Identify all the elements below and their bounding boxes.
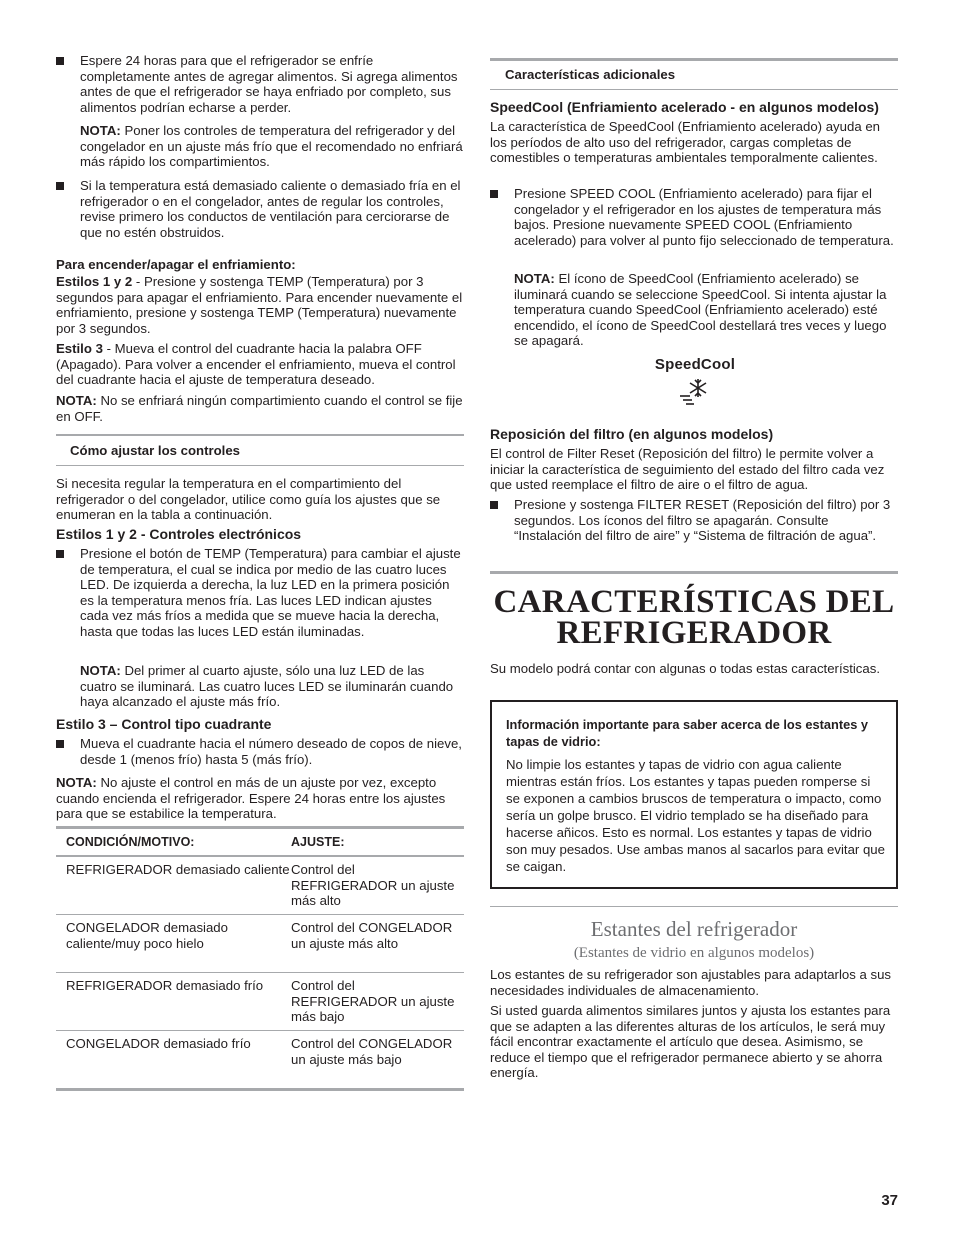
table-cell: REFRIGERADOR demasiado frío xyxy=(56,973,291,1031)
bullet-text: Si la temperatura está demasiado caliente o demasiado fría en el refrigerador o en el congelador, antes de regular los controles, revise primero los conductos de ventilación para cerciorarse de que no estén obstruidos. xyxy=(80,178,461,240)
label: Estilo 3 xyxy=(56,341,103,356)
table-row xyxy=(56,856,464,915)
section-rule xyxy=(490,906,898,907)
table-cell: REFRIGERADOR demasiado caliente xyxy=(56,856,291,915)
bullet-text: Mueva el cuadrante hacia el número deseado de copos de nieve, desde 1 (menos frío) hasta 5 (más frío). xyxy=(80,736,462,767)
section-rule xyxy=(56,434,464,436)
table-cell: CONGELADOR demasiado caliente/muy poco hielo xyxy=(56,915,291,973)
section-title-extra: Características adicionales xyxy=(505,67,676,82)
note-label: NOTA: xyxy=(56,393,97,408)
heading-onoff: Para encender/apagar el enfriamiento: xyxy=(56,257,296,272)
paragraph: Los estantes de su refrigerador son ajustables para adaptarlos a sus necesidades individuales de almacenamiento. xyxy=(490,967,891,998)
heading-styles12: Estilos 1 y 2 - Controles electrónicos xyxy=(56,526,302,542)
paragraph xyxy=(56,274,464,336)
note xyxy=(514,271,898,349)
table-cell: CONGELADOR demasiado frío xyxy=(56,1031,291,1090)
heading-style3: Estilo 3 – Control tipo cuadrante xyxy=(56,716,272,732)
table-cell: Control del REFRIGERADOR un ajuste más bajo xyxy=(291,973,464,1031)
text: - Presione y sostenga TEMP (Temperatura) por 3 segundos para apagar el enfriamiento. Para encender nuevamente el enfriamiento, presione y sostenga TEMP (Temperatura) nuevamente por 3 segundos. xyxy=(56,274,463,336)
note xyxy=(80,123,464,170)
bullet-item xyxy=(490,497,898,544)
note xyxy=(56,393,464,424)
note xyxy=(56,775,464,822)
speedcool-label: SpeedCool xyxy=(654,356,736,373)
settings-table xyxy=(56,826,464,1091)
warning-title: Información importante para saber acerca de los estantes y tapas de vidrio: xyxy=(506,717,869,749)
note-text: No ajuste el control en más de un ajuste por vez, excepto cuando encienda el refrigerador. Espere 24 horas entre los ajustes para que se estabilice la temperatura. xyxy=(56,775,446,822)
text: - Mueva el control del cuadrante hacia la palabra OFF (Apagado). Para volver a encender el enfriamiento, mueva el control del cuadrante hacia el ajuste de temperatura deseado. xyxy=(56,341,456,388)
heading-filter: Reposición del filtro (en algunos modelos) xyxy=(490,426,774,442)
table-header-cell: AJUSTE: xyxy=(291,828,464,857)
bullet-text: Presione y sostenga FILTER RESET (Reposición del filtro) por 3 segundos. Los íconos del filtro se apagarán. Consulte “Instalación del filtro de aire” y “Sistema de filtración de agua”. xyxy=(514,497,891,544)
paragraph: Su modelo podrá contar con algunas o todas estas características. xyxy=(490,661,880,676)
section-rule xyxy=(56,465,464,466)
paragraph xyxy=(56,341,464,388)
speedcool-indicator xyxy=(648,357,742,407)
bullet-text: Presione SPEED COOL (Enfriamiento acelerado) para fijar el congelador y el refrigerador en los ajustes de temperatura más bajos. Presione nuevamente SPEED COOL (Enfriamiento acelerado) para volver al punto fijo seleccionado de temperatura. xyxy=(514,186,894,248)
snowflake-icon xyxy=(678,377,714,405)
note-text: Del primer al cuarto ajuste, sólo una luz LED de las cuatro se iluminará. Las cuatro luces LED se iluminarán cuando haya alcanzado el ajuste más frío. xyxy=(80,663,454,710)
table-header-cell: CONDICIÓN/MOTIVO: xyxy=(56,828,291,857)
warning-box xyxy=(490,700,898,889)
bullet-item xyxy=(56,53,464,115)
table-row xyxy=(56,1031,464,1090)
note xyxy=(80,663,464,710)
page-title-line: REFRIGERADOR xyxy=(556,615,832,651)
warning-text: No limpie los estantes y tapas de vidrio con agua caliente mientras están fríos. Los estantes y tapas pueden romperse si se exponen a cambios bruscos de temperatura o impacto, como sería un golpe brusco. El vidrio templado se ha diseñado para hacerse añicos. Esto es normal. Los estantes y tapas de vidrio son muy pesados. Use ambas manos al sacarlos para evitar que se caigan. xyxy=(506,757,885,874)
note-text: El ícono de SpeedCool (Enfriamiento acelerado) se iluminará cuando se seleccione SpeedCool. Si intenta ajustar la temperatura cuando SpeedCool (Enfriamiento acelerado) esté encendido, el ícono de SpeedCool destellará tres veces y luego se apagará. xyxy=(514,271,887,349)
page-title xyxy=(490,584,898,651)
table-cell: Control del CONGELADOR un ajuste más bajo xyxy=(291,1031,464,1090)
table-header-row xyxy=(56,828,464,857)
bullet-item xyxy=(56,546,464,640)
table-cell: Control del CONGELADOR un ajuste más alto xyxy=(291,915,464,973)
page-title-line: CARACTERÍSTICAS DEL xyxy=(493,584,895,620)
heading-shelves: Estantes del refrigerador xyxy=(590,917,798,941)
paragraph: Si necesita regular la temperatura en el compartimiento del refrigerador o del congelador, utilice como guía los ajustes que se enumeran en la tabla a continuación. xyxy=(56,476,441,523)
paragraph: El control de Filter Reset (Reposición del filtro) le permite volver a iniciar la característica de seguimiento del estado del filtro cada vez que usted reemplace el filtro de aire o el filtro de agua. xyxy=(490,446,885,493)
table-cell: Control del REFRIGERADOR un ajuste más alto xyxy=(291,856,464,915)
table-row xyxy=(56,915,464,973)
note-label: NOTA: xyxy=(80,123,121,138)
bullet-text: Presione el botón de TEMP (Temperatura) para cambiar el ajuste de temperatura, el cual se indica por medio de las cuatro luces LED. De izquierda a derecha, la luz LED en la primera posición es la temperatura menos fría. Las luces LED indican ajustes cada vez más fríos a medida que se mueve hacia la derecha, hasta que todas las luces LED están iluminadas. xyxy=(80,546,461,639)
table-row xyxy=(56,973,464,1031)
note-label: NOTA: xyxy=(56,775,97,790)
bullet-item xyxy=(490,186,898,248)
bullet-text: Espere 24 horas para que el refrigerador se enfríe completamente antes de agregar alimentos. Si agrega alimentos antes de que el refrigerador se haya enfriado por completo, sus alimentos podrían echarse a perder. xyxy=(80,53,458,115)
section-rule xyxy=(490,58,898,61)
subheading-shelves: (Estantes de vidrio en algunos modelos) xyxy=(573,945,815,961)
note-label: NOTA: xyxy=(80,663,121,678)
bullet-item xyxy=(56,178,464,240)
page-number: 37 xyxy=(881,1192,898,1209)
section-rule xyxy=(490,89,898,90)
section-title-controls: Cómo ajustar los controles xyxy=(70,443,241,458)
note-text: Poner los controles de temperatura del refrigerador y del congelador en un ajuste más frío que el recomendado no enfriará más rápido los compartimientos. xyxy=(80,123,463,170)
bullet-item xyxy=(56,736,464,767)
paragraph: Si usted guarda alimentos similares juntos y ajusta los estantes para que se adapten a las diferentes alturas de los artículos, le será muy fácil encontrar exactamente el artículo que desea. Asimismo, se reduce el tiempo que el refrigerador permanece abierto y se ahorra energía. xyxy=(490,1003,891,1081)
heading-speedcool: SpeedCool (Enfriamiento acelerado - en algunos modelos) xyxy=(490,99,879,115)
note-text: No se enfriará ningún compartimiento cuando el control se fije en OFF. xyxy=(56,393,463,424)
paragraph: La característica de SpeedCool (Enfriamiento acelerado) ayuda en los períodos de alto uso del refrigerador, cargas completas de comestibles o temperaturas ambientales temporalmente calientes. xyxy=(490,119,880,166)
note-label: NOTA: xyxy=(514,271,555,286)
label: Estilos 1 y 2 xyxy=(56,274,133,289)
section-rule xyxy=(490,571,898,574)
